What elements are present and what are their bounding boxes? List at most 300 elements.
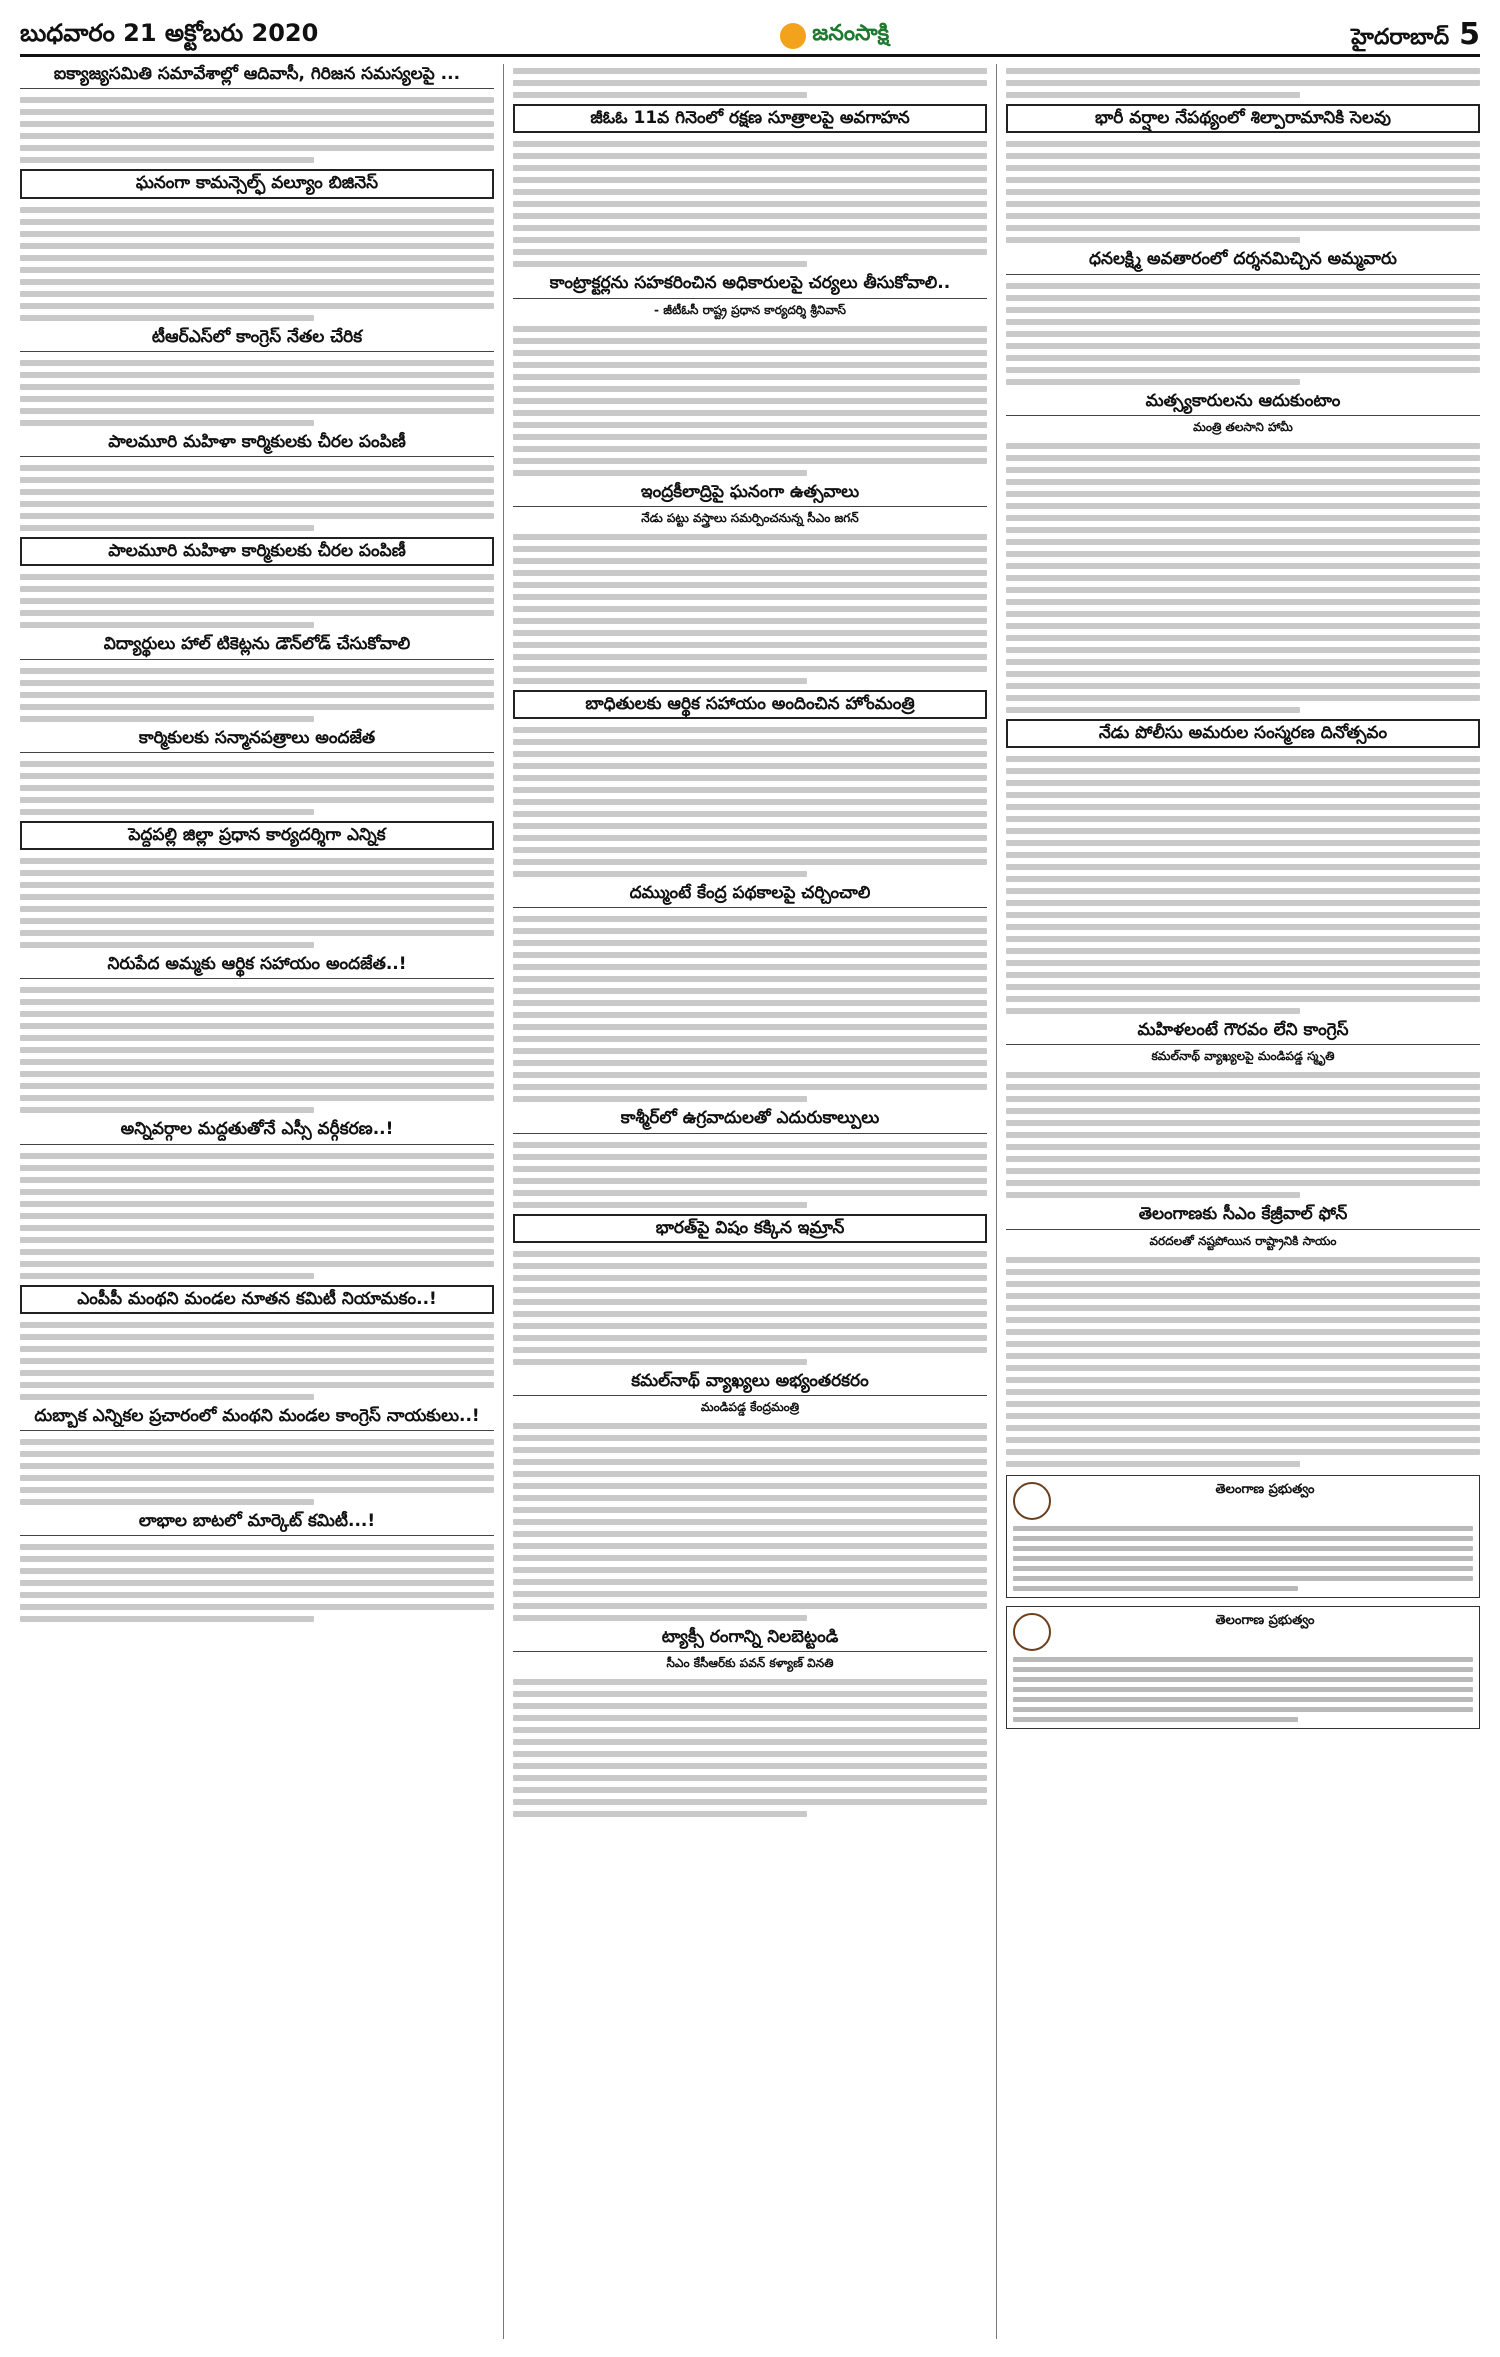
text-line <box>513 1703 987 1709</box>
text-line <box>1006 237 1300 243</box>
text-line <box>1006 1192 1300 1198</box>
text-line <box>20 1273 314 1279</box>
text-line <box>20 1071 494 1077</box>
notice-body <box>1013 1651 1473 1722</box>
text-line <box>513 1142 987 1148</box>
text-line <box>20 477 494 483</box>
text-line <box>20 1201 494 1207</box>
text-line <box>1006 864 1480 870</box>
text-line <box>20 1604 494 1610</box>
text-line <box>1006 623 1480 629</box>
text-line <box>513 1166 987 1172</box>
text-line <box>20 1499 314 1505</box>
text-line <box>20 1225 494 1231</box>
text-line <box>513 1311 987 1317</box>
text-line <box>20 761 494 767</box>
text-line <box>513 1579 987 1585</box>
text-line <box>1013 1536 1473 1541</box>
text-line <box>1006 587 1480 593</box>
text-line <box>20 1346 494 1352</box>
text-line <box>20 1249 494 1255</box>
text-line <box>1006 996 1480 1002</box>
text-line <box>20 1475 494 1481</box>
text-line <box>20 1382 494 1388</box>
text-line <box>20 303 494 309</box>
column-divider <box>996 64 997 2339</box>
text-line <box>1006 1108 1480 1114</box>
article-headline: అన్నివర్గాల మద్దతుతోనే ఎస్సీ వర్గీకరణ..! <box>20 1119 494 1144</box>
text-line <box>1006 1281 1480 1287</box>
text-line <box>513 338 987 344</box>
article-body <box>20 757 494 815</box>
text-line <box>513 1072 987 1078</box>
article-body <box>20 356 494 426</box>
text-line <box>513 570 987 576</box>
text-line <box>513 775 987 781</box>
text-line <box>1006 1329 1480 1335</box>
text-line <box>20 513 494 519</box>
text-line <box>513 398 987 404</box>
text-line <box>513 362 987 368</box>
article-headline: తెలంగాణకు సీఎం కేజ్రీవాల్ ఫోన్ <box>1006 1204 1480 1229</box>
article-body <box>1006 279 1480 385</box>
text-line <box>20 489 494 495</box>
column-3 <box>1006 64 1480 2339</box>
article-body <box>20 93 494 163</box>
article-body <box>513 64 987 98</box>
text-line <box>513 1096 807 1102</box>
text-line <box>1006 1269 1480 1275</box>
text-line <box>513 1507 987 1513</box>
text-line <box>513 835 987 841</box>
text-line <box>1006 1425 1480 1431</box>
text-line <box>513 1202 807 1208</box>
text-line <box>513 237 987 243</box>
text-line <box>1006 80 1480 86</box>
article-body <box>1006 439 1480 713</box>
article-byline: కమల్‌నాథ్ వ్యాఖ్యలపై మండిపడ్డ స్మృతి <box>1151 1049 1335 1064</box>
text-line <box>1006 828 1480 834</box>
text-line <box>1006 189 1480 195</box>
article-body <box>1006 752 1480 1014</box>
article-headline: పెద్దపల్లి జిల్లా ప్రధాన కార్యదర్శిగా ఎన్నిక <box>20 821 494 850</box>
text-line <box>20 882 494 888</box>
article-body <box>20 461 494 531</box>
article-body <box>20 1435 494 1505</box>
article-headline: నిరుపేద అమ్మకు ఆర్థిక సహాయం అందజేత..! <box>20 954 494 979</box>
text-line <box>513 727 987 733</box>
article <box>513 104 987 267</box>
text-line <box>1006 379 1300 385</box>
brand-name: జనంసాక్షి <box>812 21 890 46</box>
text-line <box>513 1178 987 1184</box>
notice-title: తెలంగాణ ప్రభుత్వం <box>1215 1481 1315 1497</box>
text-line <box>1013 1687 1473 1692</box>
text-line <box>20 1451 494 1457</box>
text-line <box>20 1358 494 1364</box>
text-line <box>513 630 987 636</box>
text-line <box>513 1323 987 1329</box>
text-line <box>1006 840 1480 846</box>
text-line <box>513 1459 987 1465</box>
text-line <box>20 610 494 616</box>
article-headline: పాలమూరి మహిళా కార్మికులకు చీరల పంపిణీ <box>20 537 494 566</box>
text-line <box>20 1213 494 1219</box>
text-line <box>513 249 987 255</box>
text-line <box>20 809 314 815</box>
text-line <box>513 1495 987 1501</box>
article-headline: కాశ్మీర్‌లో ఉగ్రవాదులతో ఎదురుకాల్పులు <box>513 1108 987 1133</box>
text-line <box>513 642 987 648</box>
text-line <box>513 165 987 171</box>
text-line <box>513 558 987 564</box>
notice-title: తెలంగాణ ప్రభుత్వం <box>1215 1612 1315 1628</box>
text-line <box>1006 1341 1480 1347</box>
text-line <box>1006 1461 1300 1467</box>
text-line <box>513 1335 987 1341</box>
text-line <box>20 622 314 628</box>
text-line <box>20 396 494 402</box>
text-line <box>513 446 987 452</box>
text-line <box>513 386 987 392</box>
article <box>20 821 494 948</box>
article-body <box>20 570 494 628</box>
text-line <box>20 906 494 912</box>
text-line <box>1006 647 1480 653</box>
article-body <box>513 1675 987 1817</box>
text-line <box>1006 343 1480 349</box>
text-line <box>20 231 494 237</box>
text-line <box>513 763 987 769</box>
text-line <box>513 1763 987 1769</box>
text-line <box>513 546 987 552</box>
article <box>20 1119 494 1278</box>
article-headline: పాలమూరి మహిళా కార్మికులకు చీరల పంపిణీ <box>20 432 494 457</box>
text-line <box>20 1011 494 1017</box>
text-line <box>20 930 494 936</box>
text-line <box>1006 177 1480 183</box>
text-line <box>513 1435 987 1441</box>
text-line <box>20 574 494 580</box>
text-line <box>20 918 494 924</box>
column-2 <box>513 64 987 2339</box>
text-line <box>1013 1566 1473 1571</box>
text-line <box>513 1154 987 1160</box>
text-line <box>1006 1156 1480 1162</box>
article <box>20 1406 494 1505</box>
text-line <box>20 785 494 791</box>
text-line <box>513 1691 987 1697</box>
text-line <box>1006 1317 1480 1323</box>
text-line <box>513 470 807 476</box>
text-line <box>20 157 314 163</box>
text-line <box>1006 768 1480 774</box>
text-line <box>513 823 987 829</box>
text-line <box>513 1751 987 1757</box>
article-byline: మంత్రి తలసాని హామీ <box>1193 419 1293 434</box>
text-line <box>20 1439 494 1445</box>
text-line <box>1006 876 1480 882</box>
text-line <box>20 1568 494 1574</box>
text-line <box>20 384 494 390</box>
article <box>513 690 987 877</box>
text-line <box>20 291 494 297</box>
text-line <box>1006 756 1480 762</box>
text-line <box>513 606 987 612</box>
article <box>20 327 494 426</box>
text-line <box>513 988 987 994</box>
text-line <box>513 1190 987 1196</box>
text-line <box>20 255 494 261</box>
text-line <box>513 1012 987 1018</box>
text-line <box>20 372 494 378</box>
text-line <box>1006 141 1480 147</box>
text-line <box>513 964 987 970</box>
text-line <box>20 598 494 604</box>
text-line <box>513 1543 987 1549</box>
text-line <box>513 1799 987 1805</box>
text-line <box>1013 1707 1473 1712</box>
text-line <box>513 410 987 416</box>
text-line <box>513 326 987 332</box>
text-line <box>20 465 494 471</box>
article-byline: నేడు పట్టు వస్త్రాలు సమర్పించనున్న సీఎం జగన్ <box>641 510 859 525</box>
article-body <box>1006 137 1480 243</box>
text-line <box>513 1483 987 1489</box>
issue-date: బుధవారం 21 అక్టోబరు 2020 <box>20 19 319 47</box>
text-line <box>20 1035 494 1041</box>
article-headline: కార్మికులకు సన్మానపత్రాలు అందజేత <box>20 728 494 753</box>
text-line <box>513 1447 987 1453</box>
article <box>20 537 494 628</box>
article-body <box>20 1540 494 1622</box>
article-headline: విద్యార్థులు హాల్ టికెట్లను డౌన్‌లోడ్ చేసుకోవాలి <box>20 634 494 659</box>
text-line <box>1006 816 1480 822</box>
text-line <box>1013 1546 1473 1551</box>
text-line <box>20 1165 494 1171</box>
government-notice <box>1006 1475 1480 1598</box>
article-body <box>20 854 494 948</box>
text-line <box>1013 1526 1473 1531</box>
text-line <box>513 1603 987 1609</box>
text-line <box>513 1591 987 1597</box>
text-line <box>20 1177 494 1183</box>
text-line <box>20 668 494 674</box>
text-line <box>513 1775 987 1781</box>
article-body <box>1006 1068 1480 1198</box>
article <box>1006 249 1480 384</box>
text-line <box>20 501 494 507</box>
text-line <box>20 121 494 127</box>
text-line <box>1006 611 1480 617</box>
text-line <box>1013 1697 1473 1702</box>
article-body <box>513 1419 987 1621</box>
text-line <box>20 1544 494 1550</box>
text-line <box>20 999 494 1005</box>
text-line <box>1006 1132 1480 1138</box>
text-line <box>20 1261 494 1267</box>
text-line <box>513 201 987 207</box>
text-line <box>20 145 494 151</box>
article <box>20 728 494 815</box>
text-line <box>513 1347 987 1353</box>
text-line <box>513 213 987 219</box>
text-line <box>1006 92 1300 98</box>
text-line <box>20 987 494 993</box>
article-headline: మత్స్యకారులను ఆదుకుంటాం <box>1006 391 1480 416</box>
text-line <box>20 870 494 876</box>
text-line <box>1006 1120 1480 1126</box>
text-line <box>513 1048 987 1054</box>
text-line <box>513 261 807 267</box>
text-line <box>513 1299 987 1305</box>
emblem-icon <box>1013 1613 1051 1651</box>
article-headline: ఎంపీపీ మంథని మండల నూతన కమిటీ నియామకం..! <box>20 1285 494 1314</box>
text-line <box>1006 283 1480 289</box>
article <box>513 1214 987 1365</box>
text-line <box>513 141 987 147</box>
article <box>513 1627 987 1817</box>
text-line <box>1006 671 1480 677</box>
article <box>513 1371 987 1621</box>
article-headline: ధనలక్ష్మి అవతారంలో దర్శనమిచ్చిన అమ్మవారు <box>1006 249 1480 274</box>
text-line <box>1006 515 1480 521</box>
text-line <box>1006 355 1480 361</box>
text-line <box>20 1083 494 1089</box>
text-line <box>513 594 987 600</box>
text-line <box>1006 1437 1480 1443</box>
article-headline: భారత్‌పై విషం కక్కిన ఇమ్రాన్ <box>513 1214 987 1243</box>
text-line <box>513 80 987 86</box>
article-body <box>513 1247 987 1365</box>
text-line <box>20 1616 314 1622</box>
text-line <box>20 692 494 698</box>
text-line <box>20 525 314 531</box>
article-body <box>513 723 987 877</box>
text-line <box>513 1275 987 1281</box>
text-line <box>1006 659 1480 665</box>
text-line <box>20 408 494 414</box>
article <box>20 1285 494 1400</box>
article-headline: బాధితులకు ఆర్థిక సహాయం అందించిన హోంమంత్రి <box>513 690 987 719</box>
article-body <box>513 1138 987 1208</box>
text-line <box>20 1370 494 1376</box>
text-line <box>1006 165 1480 171</box>
article-headline: ఐక్యాజ్యసమితి సమావేశాల్లో ఆదివాసీ, గిరిజన సమస్యలపై ... <box>20 64 494 89</box>
text-line <box>513 1251 987 1257</box>
article <box>20 169 494 320</box>
text-line <box>1006 912 1480 918</box>
text-line <box>1006 467 1480 473</box>
page-number: 5 <box>1459 17 1480 52</box>
article <box>20 634 494 721</box>
text-line <box>513 434 987 440</box>
text-line <box>513 1739 987 1745</box>
text-line <box>513 1679 987 1685</box>
text-line <box>1006 153 1480 159</box>
text-line <box>513 666 987 672</box>
text-line <box>513 871 807 877</box>
text-line <box>20 133 494 139</box>
article <box>20 1511 494 1622</box>
text-line <box>20 267 494 273</box>
text-line <box>1013 1657 1473 1662</box>
text-line <box>20 1322 494 1328</box>
edition-city: హైదరాబాద్ <box>1351 25 1450 50</box>
text-line <box>1006 852 1480 858</box>
text-line <box>20 1592 494 1598</box>
article-headline: జీఓఓ 11వ గినెంలో రక్షణ సూత్రాలపై అవగాహన <box>513 104 987 133</box>
text-line <box>20 420 314 426</box>
article-headline: కాంట్రాక్టర్లను సహకరించిన అధికారులపై చర్యలు తీసుకోవాలి.. <box>513 273 987 298</box>
text-line <box>1006 635 1480 641</box>
text-line <box>513 940 987 946</box>
text-line <box>513 618 987 624</box>
article <box>1006 719 1480 1014</box>
article-body <box>20 1149 494 1279</box>
text-line <box>513 153 987 159</box>
newspaper-brand <box>780 21 889 51</box>
text-line <box>1006 1389 1480 1395</box>
text-line <box>20 680 494 686</box>
text-line <box>1006 295 1480 301</box>
article-body <box>1006 1253 1480 1467</box>
text-line <box>1006 331 1480 337</box>
text-line <box>1006 201 1480 207</box>
text-line <box>513 859 987 865</box>
article <box>1006 391 1480 713</box>
text-line <box>1013 1586 1298 1591</box>
text-line <box>20 1487 494 1493</box>
text-line <box>20 360 494 366</box>
text-line <box>1006 68 1480 74</box>
text-line <box>1006 1180 1480 1186</box>
text-line <box>1013 1717 1298 1722</box>
text-line <box>513 1471 987 1477</box>
text-line <box>1006 924 1480 930</box>
text-line <box>20 1334 494 1340</box>
text-line <box>20 219 494 225</box>
text-line <box>1006 1401 1480 1407</box>
article-byline: వరదలతో నష్టపోయిన రాష్ట్రానికి సాయం <box>1149 1233 1337 1248</box>
text-line <box>1006 707 1300 713</box>
text-line <box>1006 307 1480 313</box>
text-line <box>1006 804 1480 810</box>
article-headline: మహిళలంటే గౌరవం లేని కాంగ్రెస్ <box>1006 1020 1480 1045</box>
article-body <box>1006 64 1480 98</box>
text-line <box>20 1237 494 1243</box>
text-line <box>1006 1353 1480 1359</box>
text-line <box>1006 479 1480 485</box>
text-line <box>1006 936 1480 942</box>
text-line <box>1006 1096 1480 1102</box>
article-headline: ఇంద్రకీలాద్రిపై ఘనంగా ఉత్సవాలు <box>513 482 987 507</box>
text-line <box>20 716 314 722</box>
article-headline: లాభాల బాటలో మార్కెట్ కమిటీ...! <box>20 1511 494 1536</box>
article <box>1006 64 1480 98</box>
text-line <box>1013 1667 1473 1672</box>
text-line <box>20 704 494 710</box>
text-line <box>20 1095 494 1101</box>
article-body <box>20 203 494 321</box>
text-line <box>513 847 987 853</box>
emblem-icon <box>1013 1482 1051 1520</box>
text-line <box>1006 503 1480 509</box>
text-line <box>20 1107 314 1113</box>
text-line <box>513 1423 987 1429</box>
article-headline: దుబ్బాక ఎన్నికల ప్రచారంలో మంథని మండల కాంగ్రెస్ నాయకులు..! <box>20 1406 494 1431</box>
article-body <box>513 322 987 476</box>
